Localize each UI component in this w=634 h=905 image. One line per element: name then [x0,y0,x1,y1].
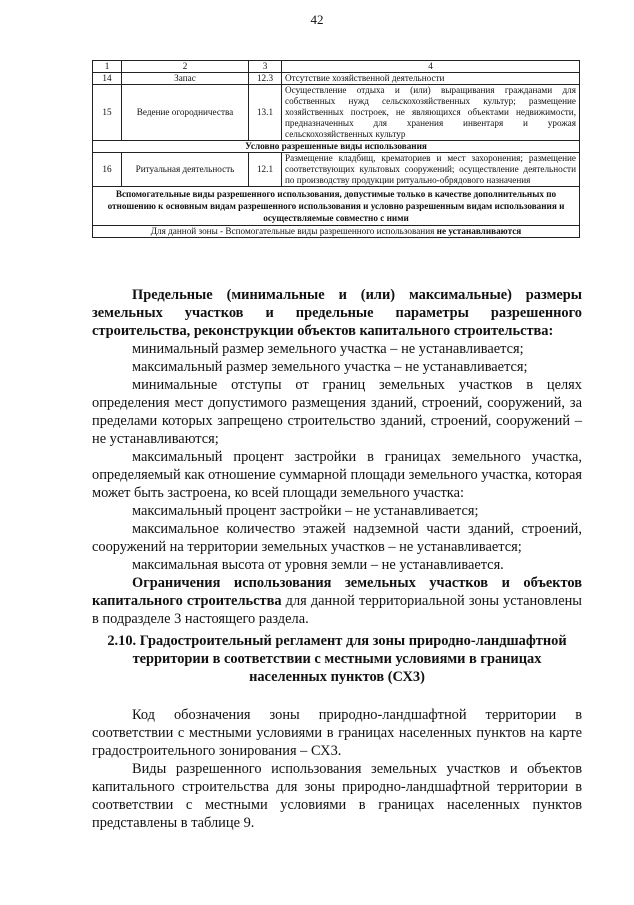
limit-item: максимальный размер земельного участка – не устанавливается; [132,359,528,375]
conditional-section-header: Условно разрешенные виды использования [93,141,580,153]
use-description: Отсутствие хозяйственной деятельности [282,73,580,85]
header-cell: 3 [249,61,282,73]
auxiliary-note [93,226,580,238]
limit-item: максимальный процент застройки – не устанавливается; [132,503,479,519]
use-description: Размещение кладбищ, крематориев и мест захоронения; размещение соответствующих культовых сооружений; осуществление деятельности по производству продукции ритуально-обрядового назначения [282,153,580,187]
limit-item: минимальный размер земельного участка – не устанавливается; [132,341,524,357]
regulation-section [92,632,582,686]
auxiliary-note-row [93,226,580,238]
use-name: Запас [122,73,249,85]
table-row [93,85,580,141]
row-number: 16 [93,153,122,187]
limits-section [92,286,582,628]
table-row [93,153,580,187]
auxiliary-section-header: Вспомогательные виды разрешенного использования, допустимые только в качестве дополнительных по отношению к основным видам разрешенного использования и условно разрешенным видам использования и осуществляемые совместно с ними [93,187,580,226]
use-code: 13.1 [249,85,282,141]
limit-item: максимальный процент застройки в границах земельного участка, определяемый как отношение суммарной площади земельного участка, которая может быть застроена, ко всей площади земельного участка: [92,449,582,501]
table-row [93,73,580,85]
use-name: Ритуальная деятельность [122,153,249,187]
restrictions-bold: Ограничения использования земельных участков и объектов капитального строительства [92,575,582,609]
auxiliary-note-bold: не устанавливаются [436,226,522,236]
limits-title: Предельные (минимальные и (или) максимальные) размеры земельных участков и предельные параметры разрешенного строительства, реконструкции объектов капитального строительства: [92,287,582,339]
use-description: Осуществление отдыха и (или) выращивания гражданами для собственных нужд сельскохозяйственных культур; размещение хозяйственных построек, не являющихся объектами недвижимости, предназначенных для хранения инвентаря и урожая сельскохозяйственных культур [282,85,580,141]
land-use-table [92,60,580,238]
table-header-row [93,61,580,73]
limit-item: минимальные отступы от границ земельных участков в целях определения мест допустимого размещения зданий, строений, сооружений, за пределами которых запрещено строительство зданий, строений, сооружений – не устанавливаются; [92,377,582,447]
header-cell: 1 [93,61,122,73]
use-name: Ведение огородничества [122,85,249,141]
conditional-section-row [93,141,580,153]
limit-item: максимальная высота от уровня земли – не устанавливается. [132,557,504,573]
zone-uses-paragraph: Виды разрешенного использования земельных участков и объектов капитального строительства для зоны природно-ландшафтной территории в соответствии с местными условиями в границах населенных пунктов представлены в таблице 9. [92,761,582,831]
auxiliary-section-row [93,187,580,226]
header-cell: 4 [282,61,580,73]
row-number: 14 [93,73,122,85]
page-number: 42 [310,12,324,27]
use-code: 12.3 [249,73,282,85]
row-number: 15 [93,85,122,141]
section-heading: 2.10. Градостроительный регламент для зоны природно-ландшафтной территории в соответствии с местными условиями в границах населенных пунктов (СХ3) [107,633,567,685]
restrictions-rest: для данной территориальной зоны установлены в подразделе 3 настоящего раздела. [92,593,582,627]
regulation-body [92,706,582,832]
auxiliary-note-text: Для данной зоны - Вспомогательные виды разрешенного использования [150,226,437,236]
zone-code-paragraph: Код обозначения зоны природно-ландшафтной территории в соответствии с местными условиями в границах населенных пунктов на карте градостроительного зонирования – СХ3. [92,707,582,759]
limit-item: максимальное количество этажей надземной части зданий, строений, сооружений на территории земельных участков – не устанавливается; [92,521,582,555]
use-code: 12.1 [249,153,282,187]
restrictions-paragraph [92,574,582,628]
header-cell: 2 [122,61,249,73]
